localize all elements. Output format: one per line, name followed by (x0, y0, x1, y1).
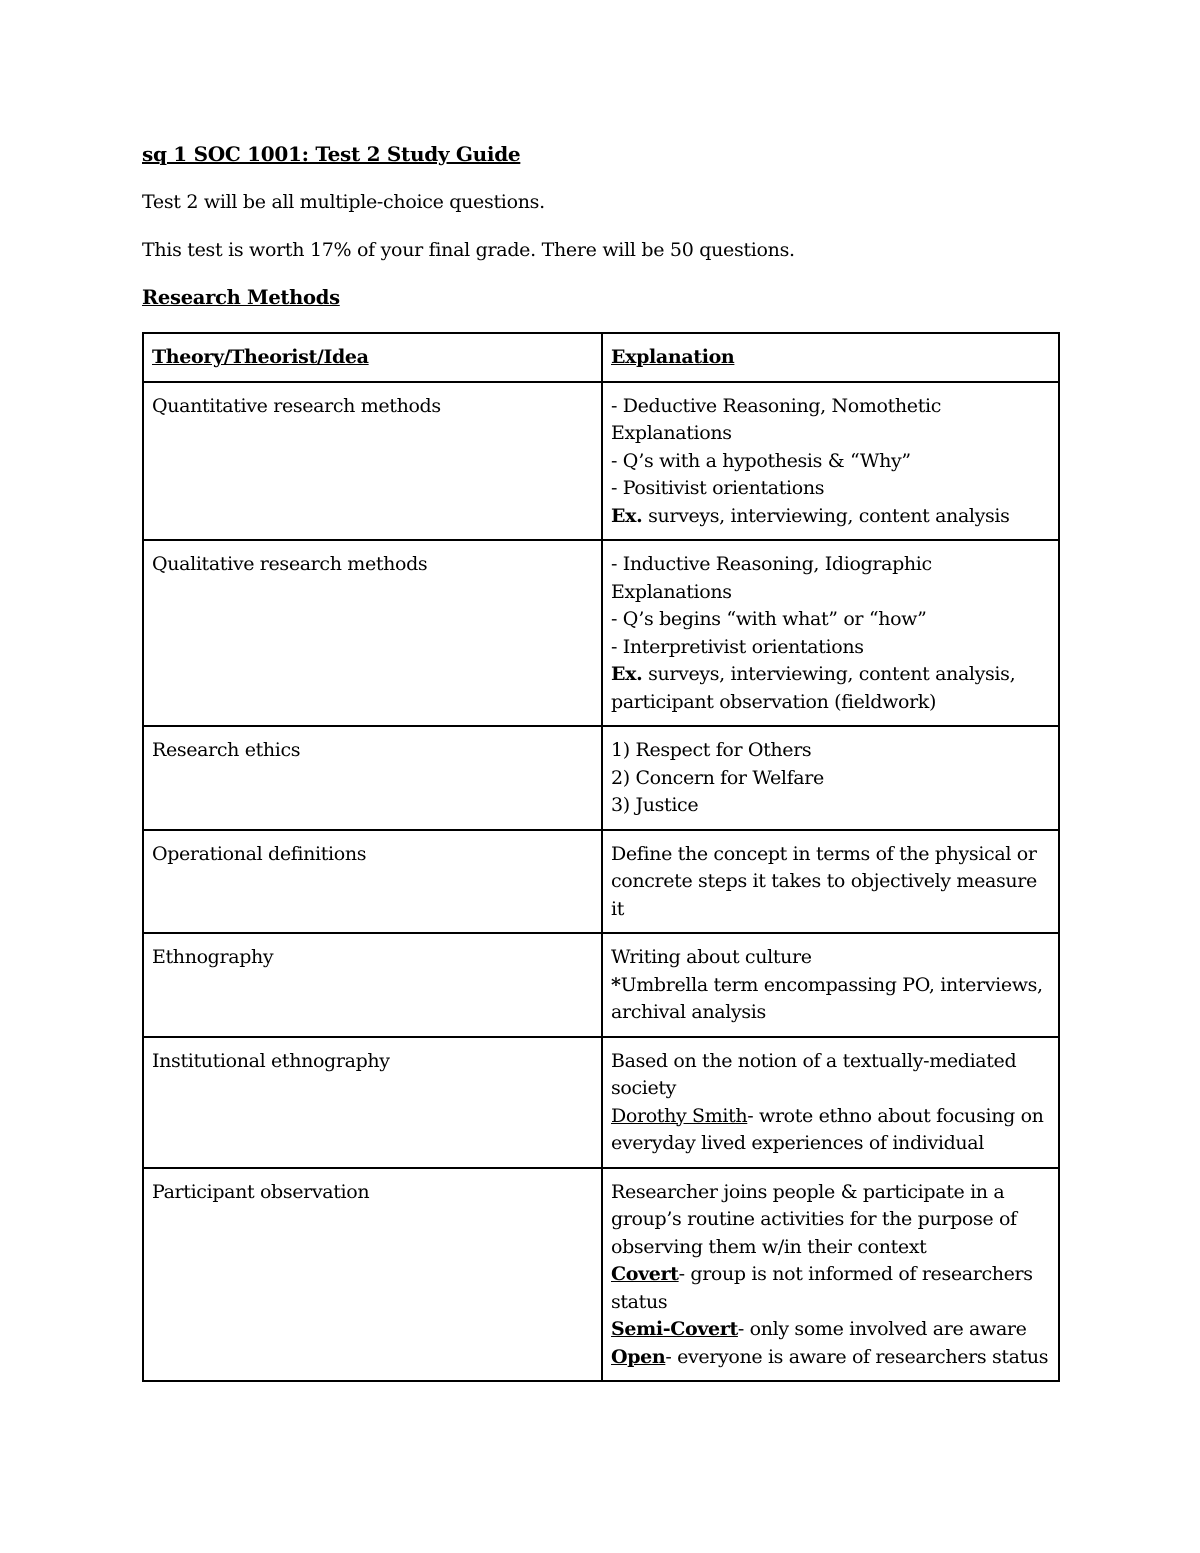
table-row (143, 540, 1059, 726)
example-label: Ex. (611, 504, 643, 527)
term-cell (143, 382, 602, 541)
term-label: Participant observation (152, 1180, 370, 1203)
explanation-line: Writing about culture (611, 946, 812, 968)
explanation-line: - Positivist orientations (611, 477, 825, 499)
table-header-row (143, 333, 1059, 382)
term-cell (143, 540, 602, 726)
header-explanation (602, 333, 1059, 382)
section-heading: Research Methods (142, 286, 340, 309)
explanation-cell (602, 726, 1059, 830)
explanation-line: Researcher joins people & participate in a group’s routine activities for the purpose of observing them w/in their context (611, 1180, 1017, 1258)
term-label: Qualitative research methods (152, 553, 428, 575)
example-label: Ex. (611, 663, 643, 685)
explanation-cell (602, 830, 1059, 934)
term-label: Research ethics (152, 739, 301, 761)
explanation-line: - Q’s begins “with what” or “how” (611, 608, 927, 630)
header-explanation-label: Explanation (611, 346, 735, 368)
explanation-line: 2) Concern for Welfare (611, 766, 824, 789)
note-text: Umbrella term encompassing PO, interviews, archival analysis (611, 973, 1043, 1023)
explanation-cell (602, 540, 1059, 726)
term-cell (143, 830, 602, 934)
explanation-cell (602, 933, 1059, 1037)
type-label: Open (611, 1345, 666, 1368)
document-title: sq 1 SOC 1001: Test 2 Study Guide (142, 142, 521, 166)
theorist-text: - wrote ethno about focusing on everyday lived experiences of individual (611, 1104, 1044, 1154)
header-theory-label: Theory/Theorist/Idea (152, 346, 369, 368)
explanation-line: - Inductive Reasoning, Idiographic Explanations (611, 553, 932, 603)
term-cell (143, 1037, 602, 1168)
document-page (142, 140, 1058, 1382)
example-line (611, 661, 1050, 716)
type-label: Covert (611, 1263, 679, 1285)
explanation-line: - Interpretivist orientations (611, 635, 864, 658)
type-text: - everyone is aware of researchers status (665, 1345, 1049, 1368)
table-row (143, 933, 1059, 1037)
type-text: - group is not informed of researchers status (611, 1263, 1033, 1313)
term-label: Operational definitions (152, 842, 367, 865)
term-cell (143, 1168, 602, 1382)
explanation-cell (602, 1168, 1059, 1382)
type-line-covert (611, 1261, 1050, 1316)
table-row (143, 382, 1059, 541)
header-theory (143, 333, 602, 382)
explanation-line: Based on the notion of a textually-mediated society (611, 1049, 1017, 1099)
intro-paragraph-1: Test 2 will be all multiple-choice questions. (142, 191, 545, 213)
term-cell (143, 933, 602, 1037)
table-row (143, 1168, 1059, 1382)
type-line-open (611, 1344, 1050, 1372)
term-label: Quantitative research methods (152, 394, 441, 417)
example-line (611, 503, 1050, 531)
explanation-line: 1) Respect for Others (611, 739, 812, 761)
note-line (611, 972, 1050, 1027)
intro-paragraph-2: This test is worth 17% of your final grade. There will be 50 questions. (142, 239, 795, 261)
explanation-line: 3) Justice (611, 794, 699, 816)
term-label: Institutional ethnography (152, 1049, 390, 1072)
example-text: surveys, interviewing, content analysis, participant observation (fieldwork) (611, 663, 1016, 713)
theorist-line (611, 1103, 1050, 1158)
explanation-cell (602, 382, 1059, 541)
table-row (143, 830, 1059, 934)
research-methods-table (142, 332, 1060, 1382)
type-label: Semi-Covert (611, 1318, 738, 1340)
table-row (143, 726, 1059, 830)
term-label: Ethnography (152, 946, 274, 968)
table-row (143, 1037, 1059, 1168)
explanation-cell (602, 1037, 1059, 1168)
note-star: * (611, 973, 621, 996)
type-text: - only some involved are aware (737, 1318, 1027, 1340)
explanation-line: - Deductive Reasoning, Nomothetic Explanations (611, 394, 942, 444)
example-text: surveys, interviewing, content analysis (642, 504, 1010, 527)
theorist-name: Dorothy Smith (611, 1104, 748, 1127)
explanation-line: - Q’s with a hypothesis & “Why” (611, 449, 911, 472)
explanation-line: Define the concept in terms of the physical or concrete steps it takes to objectively measure it (611, 842, 1037, 920)
type-line-semi-covert (611, 1316, 1050, 1344)
term-cell (143, 726, 602, 830)
